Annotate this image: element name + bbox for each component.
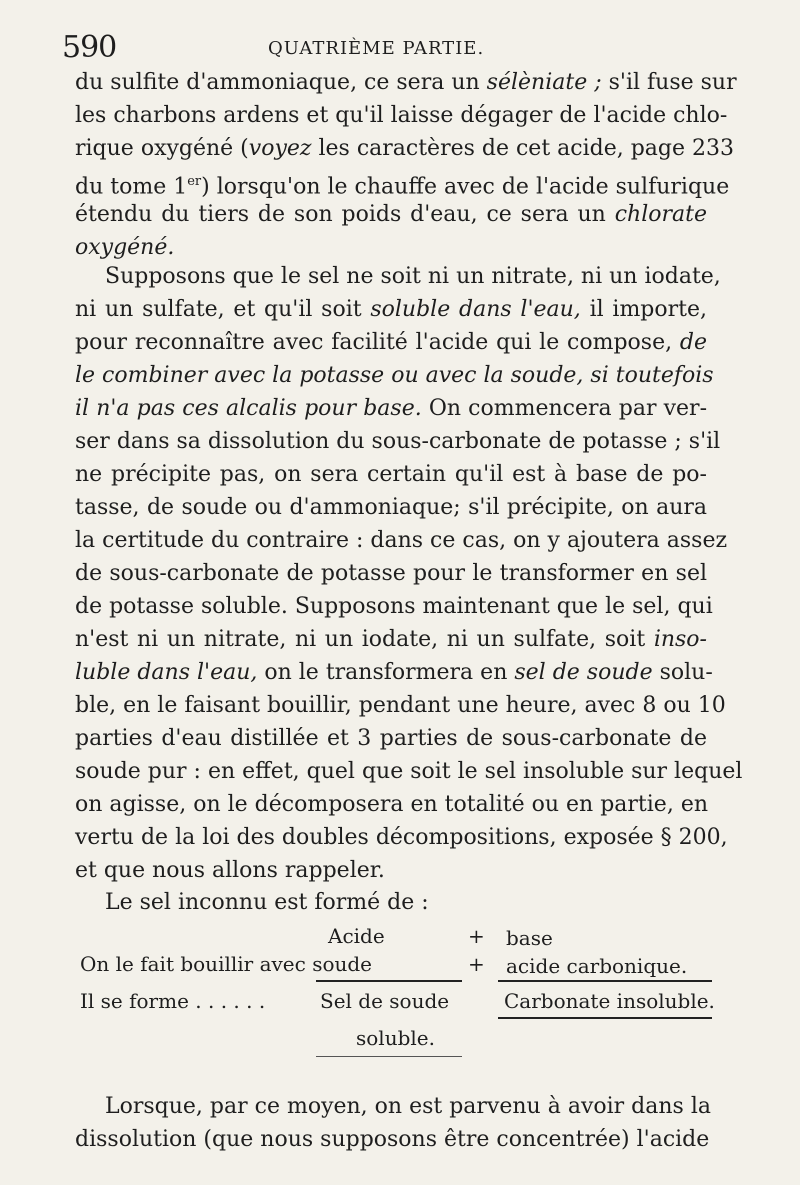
text-line: pour reconnaître avec facilité l'acide qui le compose, de [75,330,707,355]
text-line: oxygéné. [75,235,175,260]
text-line: étendu du tiers de son poids d'eau, ce sera un chlorate [75,202,707,227]
text-line: ni un sulfate, et qu'il soit soluble dans l'eau, il importe, [75,297,708,322]
text-line: n'est ni un nitrate, ni un iodate, ni un sulfate, soit inso- [75,627,707,652]
scheme-acide: Acide [328,924,385,948]
running-title: QUATRIÈME PARTIE. [268,38,485,59]
scheme-plus: + [468,952,485,976]
text-line: rique oxygéné (voyez les caractères de cet acide, page 233 [75,136,735,161]
scheme-sel-de-soude: Sel de soude [320,989,450,1013]
text-line: le combiner avec la potasse ou avec la soude, si toutefois [75,363,714,388]
text-line: Lorsque, par ce moyen, on est parvenu à avoir dans la [105,1094,711,1119]
scheme-plus: + [468,924,485,948]
text-line: tasse, de soude ou d'ammoniaque; s'il précipite, on aura [75,495,707,520]
text-line: vertu de la loi des doubles décompositions, exposée § 200, [75,825,728,850]
text-line: de potasse soluble. Supposons maintenant que le sel, qui [75,594,713,619]
scheme-rule [316,1056,462,1057]
text-line: la certitude du contraire : dans ce cas, on y ajoutera assez [75,528,728,553]
text-line: de sous-carbonate de potasse pour le transformer en sel [75,561,707,586]
text-line: on agisse, on le décomposera en totalité ou en partie, en [75,792,709,817]
scheme-base: base [506,926,553,950]
scheme-soluble: soluble. [356,1026,435,1050]
text-line: les charbons ardens et qu'il laisse dégager de l'acide chlo- [75,103,728,128]
text-line: ble, en le faisant bouillir, pendant une heure, avec 8 ou 10 [75,693,726,718]
text-line: et que nous allons rappeler. [75,858,385,883]
text-line: ne précipite pas, on sera certain qu'il est à base de po- [75,462,707,487]
text-line: Le sel inconnu est formé de : [105,890,429,915]
scheme-row-label: On le fait bouillir avec soude [80,952,373,976]
text-line: du tome 1er) lorsqu'on le chauffe avec de l'acide sulfurique [75,174,730,200]
text-line: soude pur : en effet, quel que soit le sel insoluble sur lequel [75,759,743,784]
text-line: il n'a pas ces alcalis pour base. On commencera par ver- [75,396,707,421]
text-line: ser dans sa dissolution du sous-carbonate de potasse ; s'il [75,429,721,454]
scheme-acide-carbonique: acide carbonique. [506,954,688,978]
scheme-rule [498,980,712,982]
scheme-carbonate: Carbonate insoluble. [504,989,715,1013]
text-line: luble dans l'eau, on le transformera en sel de soude solu- [75,660,713,685]
scheme-rule [498,1017,712,1019]
text-line: du sulfite d'ammoniaque, ce sera un sélèniate ; s'il fuse sur [75,70,737,95]
text-line: Supposons que le sel ne soit ni un nitrate, ni un iodate, [105,264,721,289]
text-line: parties d'eau distillée et 3 parties de sous-carbonate de [75,726,707,751]
text-line: dissolution (que nous supposons être concentrée) l'acide [75,1127,710,1152]
scheme-rule [316,980,462,982]
page-number: 590 [62,30,117,65]
scheme-row-label: Il se forme . . . . . . [80,989,266,1013]
